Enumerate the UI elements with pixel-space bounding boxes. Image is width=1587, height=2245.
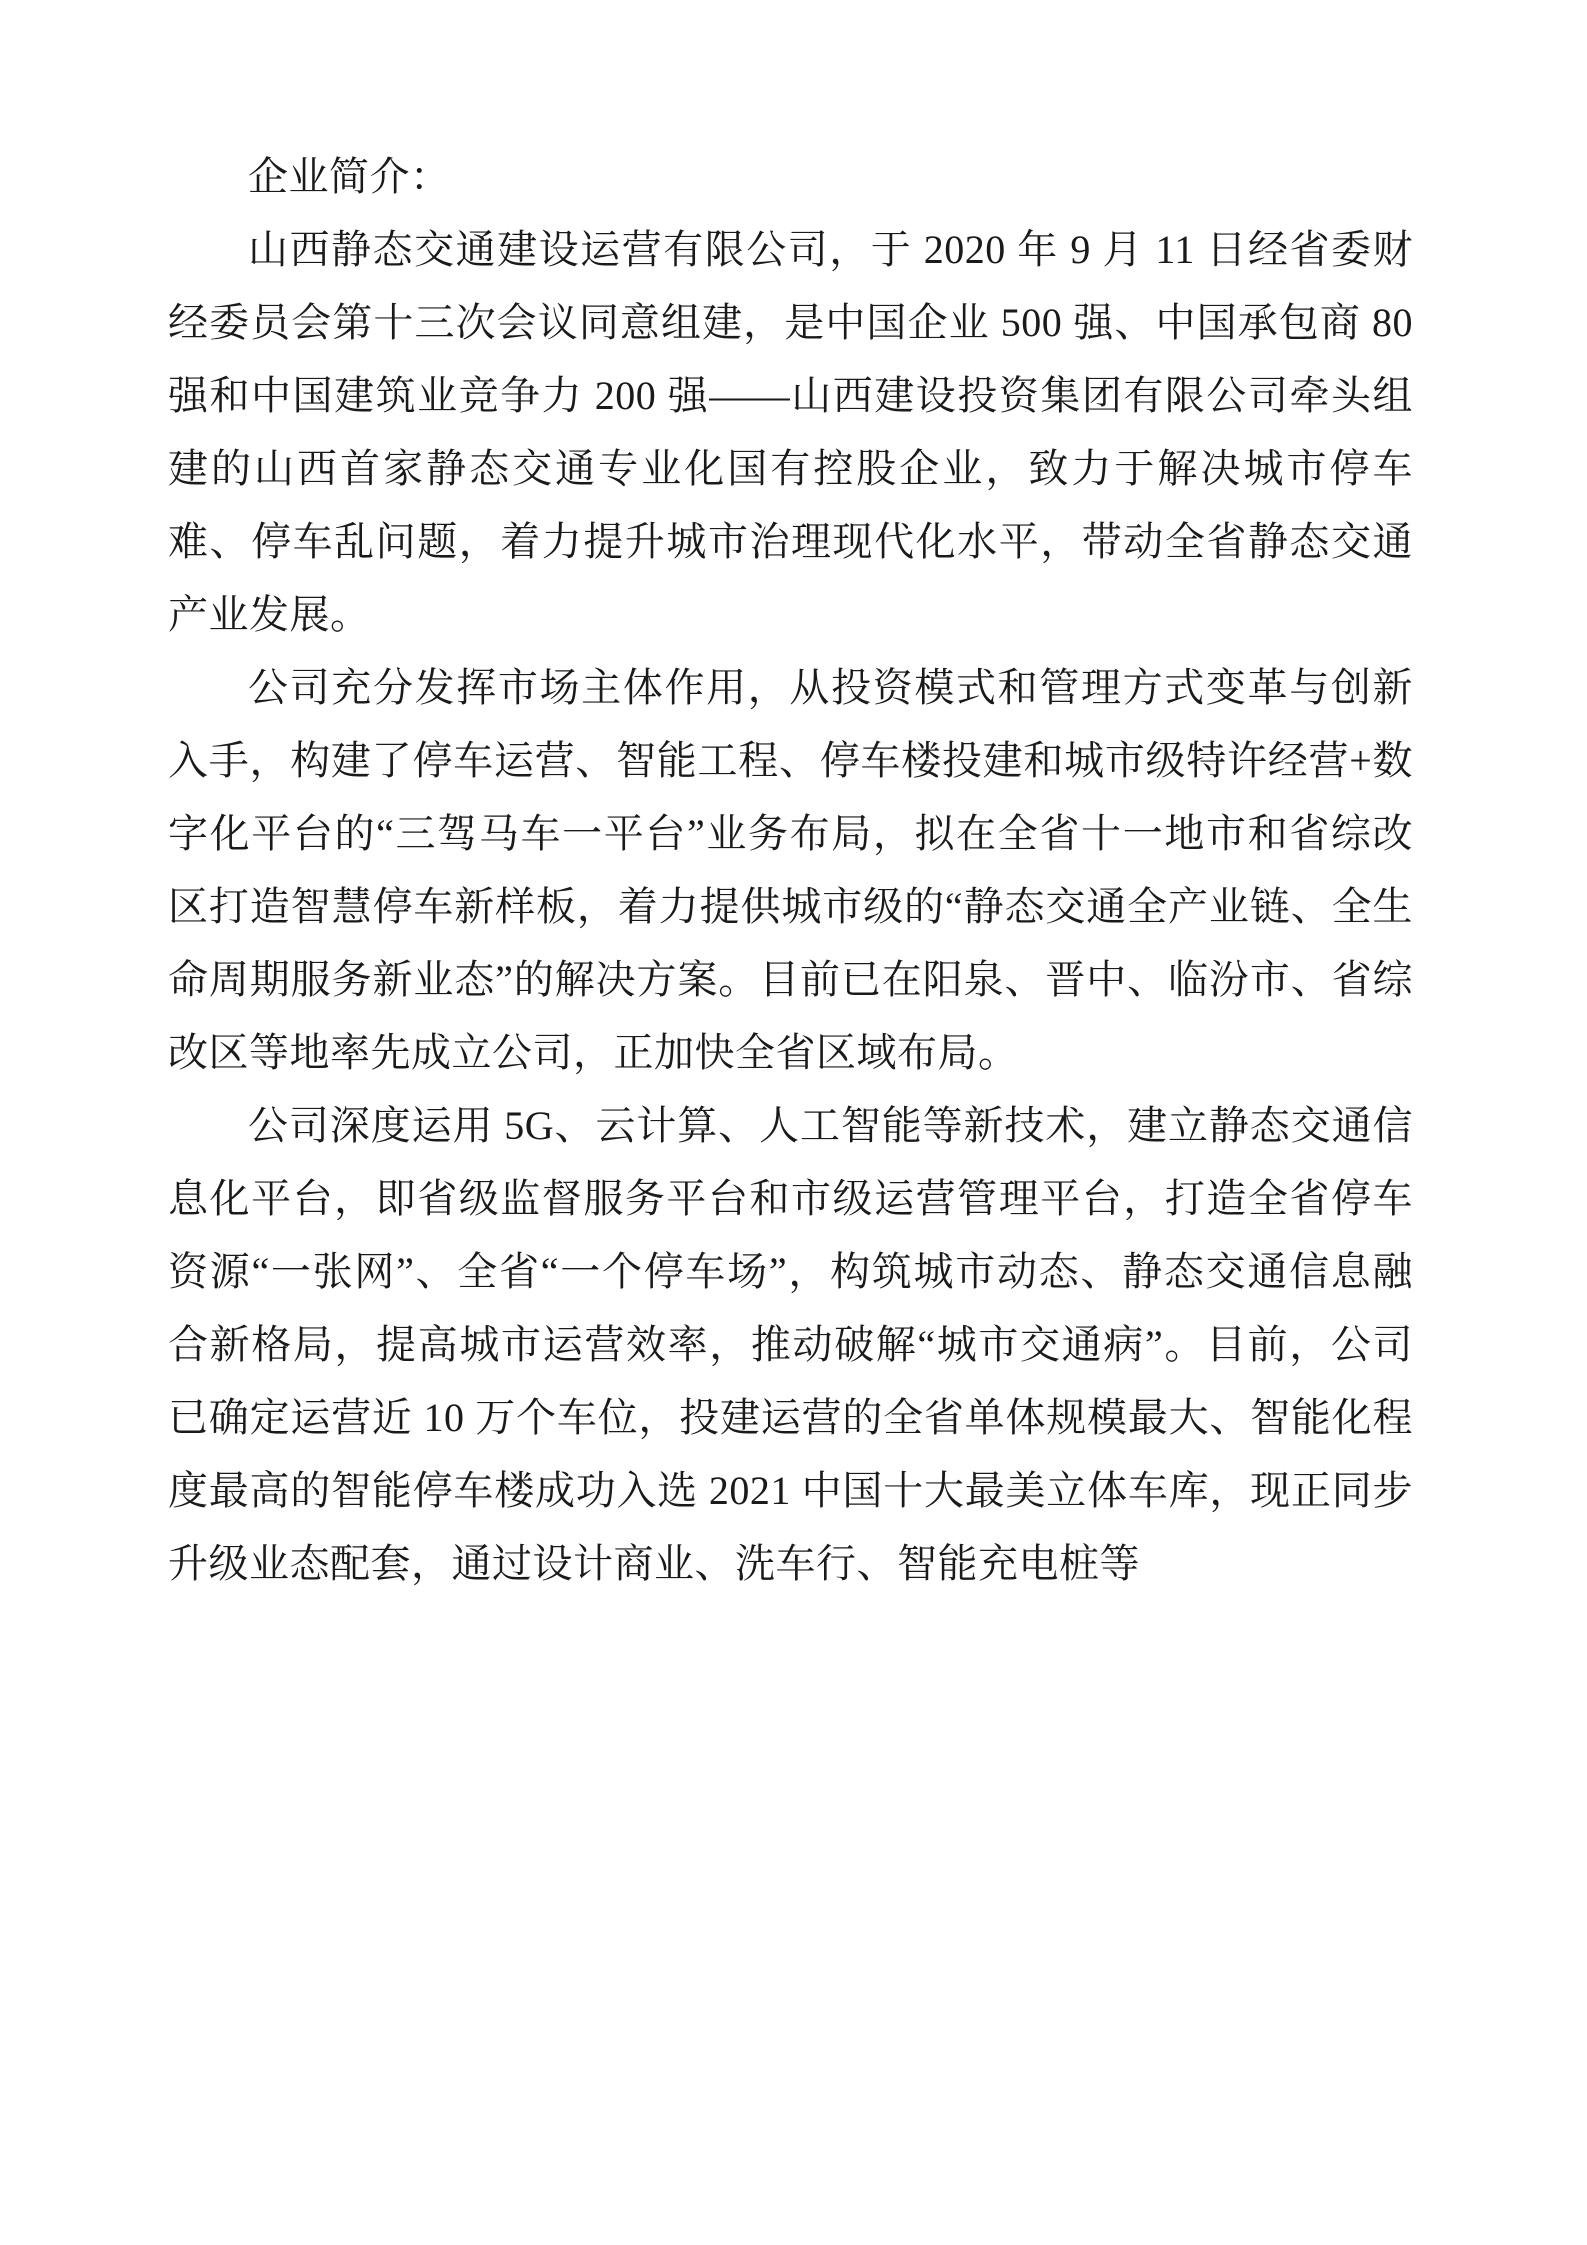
- paragraph-company-overview: 山西静态交通建设运营有限公司，于 2020 年 9 月 11 日经省委财经委员会第十三次会议同意组建，是中国企业 500 强、中国承包商 80 强和中国建筑业竞争力 200 强——山西建设投资集团有限公司牵头组建的山西首家静态交通专业化国有控股企业，致力于解决城市停车难、停车乱问题，着力提升城市治理现代化水平，带动全省静态交通产业发展。: [168, 227, 1413, 637]
- paragraph-business-layout: 公司充分发挥市场主体作用，从投资模式和管理方式变革与创新入手，构建了停车运营、智能工程、停车楼投建和城市级特许经营+数字化平台的“三驾马车一平台”业务布局，拟在全省十一地市和省综改区打造智慧停车新样板，着力提供城市级的“静态交通全产业链、全生命周期服务新业态”的解决方案。目前已在阳泉、晋中、临汾市、省综改区等地率先成立公司，正加快全省区域布局。: [168, 665, 1413, 1075]
- paragraph-heading: 企业简介：: [248, 154, 451, 199]
- paragraph-technology-platform: 公司深度运用 5G、云计算、人工智能等新技术，建立静态交通信息化平台，即省级监督服务平台和市级运营管理平台，打造全省停车资源“一张网”、全省“一个停车场”，构筑城市动态、静态交通信息融合新格局，提高城市运营效率，推动破解“城市交通病”。目前，公司已确定运营近 10 万个车位，投建运营的全省单体规模最大、智能化程度最高的智能停车楼成功入选 2021 中国十大最美立体车库，现正同步升级业态配套，通过设计商业、洗车行、智能充电桩等: [168, 1103, 1413, 1586]
- document-body: [168, 140, 1413, 1600]
